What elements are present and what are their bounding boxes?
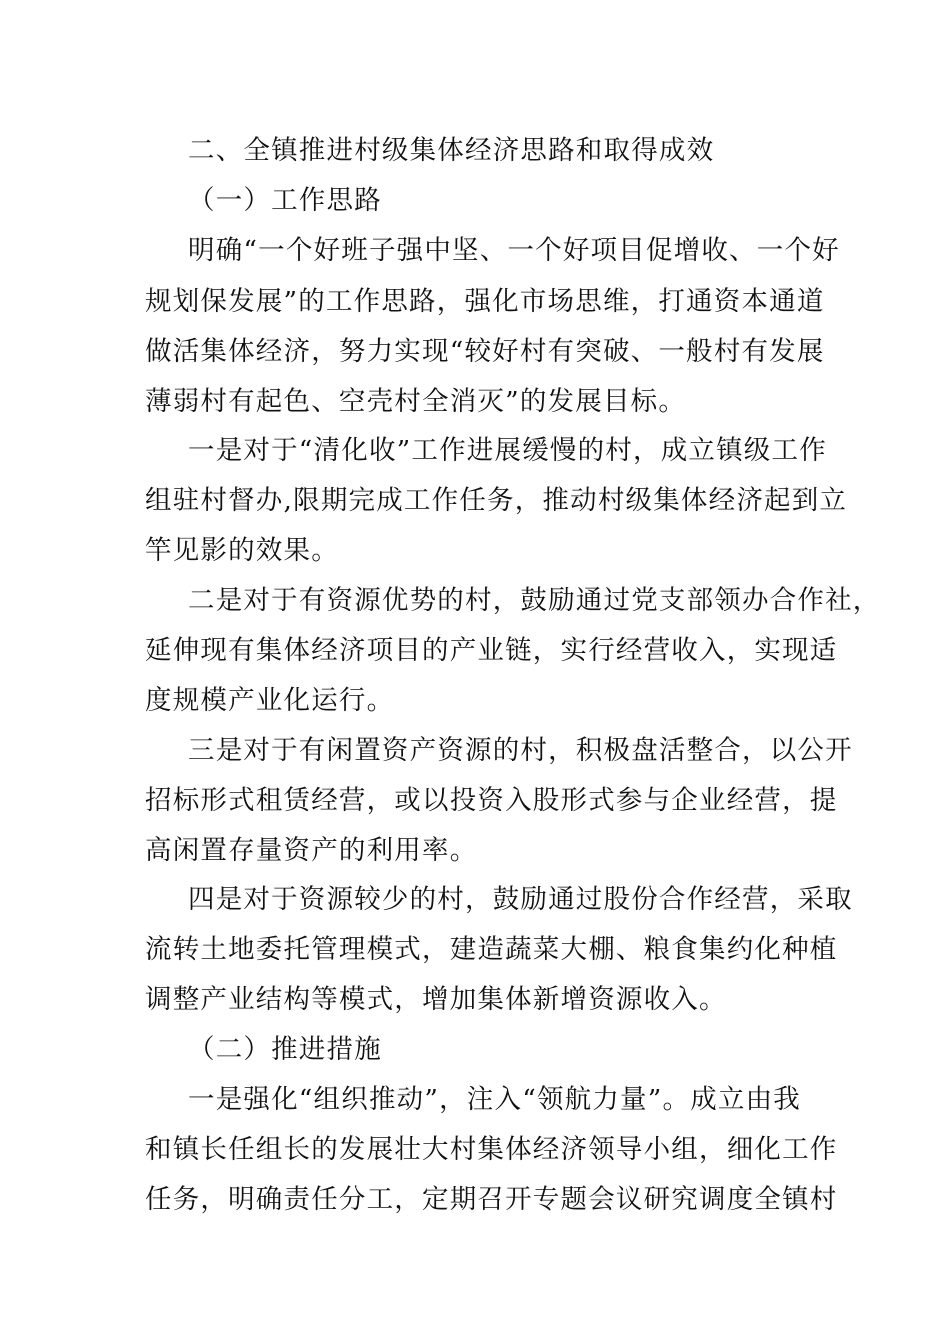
section-heading: 二、全镇推进村级集体经济思路和取得成效 [188, 135, 715, 166]
paragraph-line: 流转土地委托管理模式，建造蔬菜大棚、粮食集约化种植 [145, 934, 838, 965]
subheading-measures: （二）推进措施 [188, 1034, 382, 1065]
paragraph-line: 一是对于“清化收”工作进展缓慢的村，成立镇级工作 [188, 435, 827, 466]
paragraph-line: 延伸现有集体经济项目的产业链，实行经营收入，实现适 [145, 635, 838, 666]
paragraph-line: 组驻村督办,限期完成工作任务，推动村级集体经济起到立 [145, 485, 848, 516]
paragraph-line: 做活集体经济，努力实现“较好村有突破、一般村有发展 [145, 336, 825, 367]
paragraph-line: 招标形式租赁经营，或以投资入股形式参与企业经营，提 [145, 785, 838, 816]
paragraph-line: 和镇长任组长的发展壮大村集体经济领导小组，细化工作 [145, 1134, 838, 1165]
paragraph-line: 明确“一个好班子强中坚、一个好项目促增收、一个好 [188, 235, 840, 266]
paragraph-line: 调整产业结构等模式，增加集体新增资源收入。 [145, 984, 727, 1015]
paragraph-line: 规划保发展”的工作思路，强化市场思维，打通资本通道 [145, 286, 825, 317]
paragraph-line: 二是对于有资源优势的村，鼓励通过党支部领办合作社， [188, 585, 881, 616]
paragraph-line: 度规模产业化运行。 [145, 685, 395, 716]
paragraph-line: 一是强化“组织推动”，注入“领航力量”。成立由我 [188, 1084, 801, 1115]
paragraph-line: 竿见影的效果。 [145, 535, 339, 566]
paragraph-line: 高闲置存量资产的利用率。 [145, 835, 478, 866]
paragraph-line: 任务，明确责任分工，定期召开专题会议研究调度全镇村 [145, 1184, 838, 1215]
paragraph-line: 薄弱村有起色、空壳村全消灭”的发展目标。 [145, 386, 687, 417]
subheading-work-approach: （一）工作思路 [188, 185, 382, 216]
paragraph-line: 三是对于有闲置资产资源的村，积极盘活整合，以公开 [188, 735, 853, 766]
paragraph-line: 四是对于资源较少的村，鼓励通过股份合作经营，采取 [188, 884, 853, 915]
